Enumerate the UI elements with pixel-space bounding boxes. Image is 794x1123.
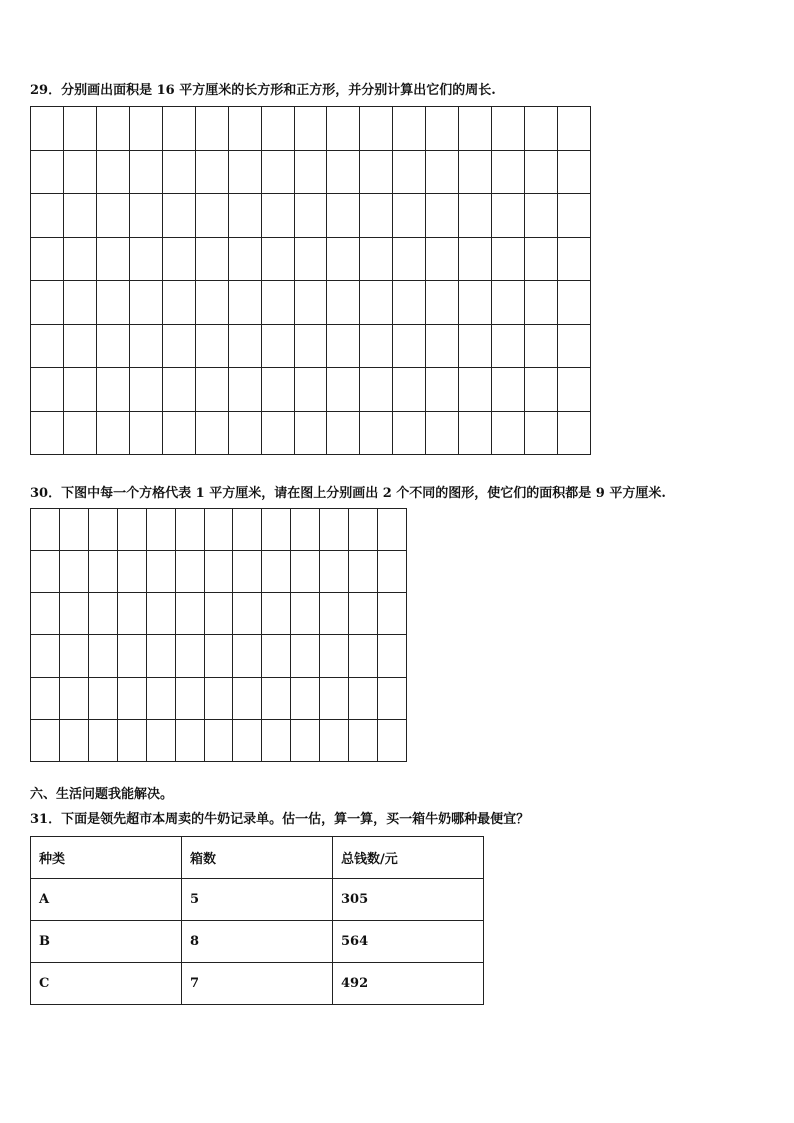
grid-cell[interactable]: [59, 593, 88, 635]
grid-cell[interactable]: [349, 677, 378, 719]
grid-cell[interactable]: [96, 411, 129, 455]
grid-cell[interactable]: [393, 194, 426, 238]
grid-cell[interactable]: [426, 237, 459, 281]
grid-cell[interactable]: [262, 509, 291, 551]
grid-cell[interactable]: [320, 635, 349, 677]
grid-cell[interactable]: [360, 324, 393, 368]
grid-cell[interactable]: [426, 281, 459, 325]
grid-cell[interactable]: [31, 237, 64, 281]
grid-cell[interactable]: [393, 411, 426, 455]
grid-cell[interactable]: [558, 194, 591, 238]
grid-cell[interactable]: [146, 635, 175, 677]
grid-cell[interactable]: [393, 324, 426, 368]
grid-cell[interactable]: [525, 368, 558, 412]
grid-row: [31, 719, 407, 761]
grid-cell[interactable]: [320, 593, 349, 635]
grid-cell[interactable]: [146, 719, 175, 761]
grid-cell[interactable]: [360, 150, 393, 194]
grid-cell[interactable]: [558, 107, 591, 151]
grid-cell[interactable]: [378, 509, 407, 551]
cell-total: 305: [333, 879, 484, 921]
grid-cell[interactable]: [558, 237, 591, 281]
grid-cell[interactable]: [31, 324, 64, 368]
grid-row: [31, 551, 407, 593]
grid-cell[interactable]: [262, 677, 291, 719]
grid-cell[interactable]: [327, 237, 360, 281]
grid-cell[interactable]: [291, 719, 320, 761]
grid-row: [31, 281, 591, 325]
grid-cell[interactable]: [195, 194, 228, 238]
grid-cell[interactable]: [294, 237, 327, 281]
grid-cell[interactable]: [63, 237, 96, 281]
grid-row: [31, 368, 591, 412]
grid-cell[interactable]: [320, 509, 349, 551]
grid-cell[interactable]: [459, 281, 492, 325]
grid-row: [31, 677, 407, 719]
grid-cell[interactable]: [175, 635, 204, 677]
grid-cell[interactable]: [558, 281, 591, 325]
grid-cell[interactable]: [349, 635, 378, 677]
grid-cell[interactable]: [426, 194, 459, 238]
grid-cell[interactable]: [294, 194, 327, 238]
grid-cell[interactable]: [195, 281, 228, 325]
grid-cell[interactable]: [349, 593, 378, 635]
grid-cell[interactable]: [129, 368, 162, 412]
grid-cell[interactable]: [228, 150, 261, 194]
grid-cell[interactable]: [228, 411, 261, 455]
grid-cell[interactable]: [233, 719, 262, 761]
question-29-text: 29．分别画出面积是 16 平方厘米的长方形和正方形，并分别计算出它们的周长.: [30, 83, 496, 98]
table-row: [31, 963, 484, 1005]
grid-cell[interactable]: [175, 719, 204, 761]
grid-cell[interactable]: [320, 677, 349, 719]
grid-cell[interactable]: [88, 509, 117, 551]
cell-total: 564: [333, 921, 484, 963]
grid-cell[interactable]: [558, 368, 591, 412]
grid-cell[interactable]: [327, 194, 360, 238]
grid-cell[interactable]: [349, 509, 378, 551]
grid-cell[interactable]: [63, 324, 96, 368]
grid-cell[interactable]: [233, 635, 262, 677]
grid-cell[interactable]: [117, 719, 146, 761]
grid-row: [31, 593, 407, 635]
grid-cell[interactable]: [525, 324, 558, 368]
grid-cell[interactable]: [31, 677, 60, 719]
grid-cell[interactable]: [204, 719, 233, 761]
grid-cell[interactable]: [393, 150, 426, 194]
grid-cell[interactable]: [31, 411, 64, 455]
grid-cell[interactable]: [525, 411, 558, 455]
grid-cell[interactable]: [492, 107, 525, 151]
grid-cell[interactable]: [195, 107, 228, 151]
grid-cell[interactable]: [261, 324, 294, 368]
grid-cell[interactable]: [261, 368, 294, 412]
grid-cell[interactable]: [175, 677, 204, 719]
grid-cell[interactable]: [31, 593, 60, 635]
grid-cell[interactable]: [88, 551, 117, 593]
grid-cell[interactable]: [175, 593, 204, 635]
grid-cell[interactable]: [233, 593, 262, 635]
grid-cell[interactable]: [291, 509, 320, 551]
grid-cell[interactable]: [63, 150, 96, 194]
grid-cell[interactable]: [59, 719, 88, 761]
grid-cell[interactable]: [117, 677, 146, 719]
grid-cell[interactable]: [88, 593, 117, 635]
grid-row: [31, 635, 407, 677]
grid-cell[interactable]: [294, 324, 327, 368]
grid-cell[interactable]: [360, 237, 393, 281]
grid-cell[interactable]: [146, 593, 175, 635]
grid-cell[interactable]: [31, 551, 60, 593]
grid-cell[interactable]: [525, 107, 558, 151]
grid-cell[interactable]: [525, 194, 558, 238]
grid-cell[interactable]: [195, 368, 228, 412]
table-header-row: [31, 837, 484, 879]
grid-cell[interactable]: [228, 237, 261, 281]
grid-row: [31, 194, 591, 238]
grid-cell[interactable]: [378, 593, 407, 635]
grid-cell[interactable]: [162, 281, 195, 325]
header-cell-type: 种类: [31, 837, 182, 879]
grid-cell[interactable]: [291, 593, 320, 635]
grid-cell[interactable]: [117, 593, 146, 635]
grid-cell[interactable]: [327, 324, 360, 368]
grid-cell[interactable]: [96, 324, 129, 368]
grid-row: [31, 324, 591, 368]
grid-cell[interactable]: [378, 719, 407, 761]
grid-cell[interactable]: [204, 551, 233, 593]
grid-cell[interactable]: [327, 150, 360, 194]
grid-cell[interactable]: [291, 677, 320, 719]
milk-record-table: [30, 836, 484, 1005]
cell-boxes: 7: [182, 963, 333, 1005]
grid-cell[interactable]: [360, 107, 393, 151]
grid-cell[interactable]: [129, 150, 162, 194]
grid-cell[interactable]: [129, 281, 162, 325]
grid-cell[interactable]: [492, 150, 525, 194]
grid-cell[interactable]: [459, 194, 492, 238]
grid-cell[interactable]: [291, 635, 320, 677]
grid-cell[interactable]: [360, 281, 393, 325]
grid-cell[interactable]: [393, 237, 426, 281]
grid-cell[interactable]: [31, 368, 64, 412]
grid-cell[interactable]: [261, 281, 294, 325]
grid-cell[interactable]: [378, 635, 407, 677]
grid-cell[interactable]: [117, 635, 146, 677]
grid-cell[interactable]: [162, 237, 195, 281]
grid-cell[interactable]: [327, 368, 360, 412]
grid-cell[interactable]: [261, 150, 294, 194]
grid-cell[interactable]: [492, 281, 525, 325]
cell-type: C: [31, 963, 182, 1005]
cell-boxes: 8: [182, 921, 333, 963]
grid-cell[interactable]: [228, 281, 261, 325]
question-30-text: 30．下图中每一个方格代表 1 平方厘米，请在图上分别画出 2 个不同的图形，使它们的面积都是 9 平方厘米.: [30, 486, 666, 501]
grid-cell[interactable]: [492, 368, 525, 412]
grid-cell[interactable]: [96, 281, 129, 325]
grid-cell[interactable]: [63, 411, 96, 455]
grid-cell[interactable]: [162, 368, 195, 412]
grid-cell[interactable]: [204, 593, 233, 635]
grid-cell[interactable]: [294, 150, 327, 194]
grid-cell[interactable]: [525, 281, 558, 325]
grid-cell[interactable]: [360, 368, 393, 412]
grid-cell[interactable]: [59, 677, 88, 719]
grid-cell[interactable]: [175, 509, 204, 551]
grid-cell[interactable]: [63, 107, 96, 151]
grid-cell[interactable]: [162, 411, 195, 455]
grid-cell[interactable]: [426, 150, 459, 194]
grid-cell[interactable]: [228, 107, 261, 151]
grid-cell[interactable]: [291, 551, 320, 593]
grid-cell[interactable]: [327, 411, 360, 455]
grid-cell[interactable]: [327, 107, 360, 151]
grid-cell[interactable]: [349, 719, 378, 761]
grid-cell[interactable]: [31, 281, 64, 325]
grid-30[interactable]: [30, 508, 407, 762]
grid-cell[interactable]: [320, 551, 349, 593]
header-cell-boxes: 箱数: [182, 837, 333, 879]
grid-cell[interactable]: [204, 509, 233, 551]
section-6-heading: 六、生活问题我能解决。: [30, 787, 174, 802]
grid-cell[interactable]: [96, 237, 129, 281]
grid-cell[interactable]: [129, 194, 162, 238]
grid-cell[interactable]: [492, 411, 525, 455]
grid-cell[interactable]: [96, 194, 129, 238]
grid-cell[interactable]: [146, 551, 175, 593]
grid-cell[interactable]: [228, 194, 261, 238]
table-row: [31, 921, 484, 963]
cell-total: 492: [333, 963, 484, 1005]
grid-cell[interactable]: [558, 324, 591, 368]
grid-cell[interactable]: [175, 551, 204, 593]
grid-cell[interactable]: [558, 150, 591, 194]
grid-cell[interactable]: [459, 411, 492, 455]
grid-cell[interactable]: [96, 368, 129, 412]
grid-cell[interactable]: [195, 150, 228, 194]
grid-cell[interactable]: [117, 551, 146, 593]
grid-cell[interactable]: [88, 635, 117, 677]
grid-cell[interactable]: [294, 368, 327, 412]
grid-cell[interactable]: [59, 635, 88, 677]
grid-cell[interactable]: [59, 551, 88, 593]
grid-cell[interactable]: [426, 368, 459, 412]
grid-cell[interactable]: [195, 237, 228, 281]
grid-cell[interactable]: [294, 411, 327, 455]
table-row: [31, 879, 484, 921]
grid-cell[interactable]: [31, 719, 60, 761]
grid-cell[interactable]: [378, 551, 407, 593]
grid-cell[interactable]: [117, 509, 146, 551]
grid-cell[interactable]: [129, 324, 162, 368]
grid-cell[interactable]: [31, 509, 60, 551]
grid-cell[interactable]: [459, 107, 492, 151]
grid-cell[interactable]: [96, 107, 129, 151]
grid-cell[interactable]: [261, 107, 294, 151]
grid-cell[interactable]: [233, 509, 262, 551]
grid-cell[interactable]: [204, 677, 233, 719]
cell-type: A: [31, 879, 182, 921]
grid-cell[interactable]: [88, 677, 117, 719]
grid-cell[interactable]: [459, 324, 492, 368]
grid-cell[interactable]: [59, 509, 88, 551]
grid-cell[interactable]: [146, 677, 175, 719]
grid-cell[interactable]: [63, 281, 96, 325]
grid-cell[interactable]: [525, 237, 558, 281]
grid-cell[interactable]: [426, 107, 459, 151]
grid-29[interactable]: [30, 106, 591, 455]
grid-cell[interactable]: [162, 107, 195, 151]
grid-row: [31, 237, 591, 281]
grid-cell[interactable]: [378, 677, 407, 719]
grid-cell[interactable]: [31, 107, 64, 151]
grid-cell[interactable]: [320, 719, 349, 761]
grid-cell[interactable]: [262, 551, 291, 593]
header-cell-total: 总钱数/元: [333, 837, 484, 879]
grid-cell[interactable]: [426, 411, 459, 455]
grid-cell[interactable]: [393, 368, 426, 412]
grid-cell[interactable]: [459, 150, 492, 194]
grid-cell[interactable]: [459, 368, 492, 412]
grid-cell[interactable]: [261, 237, 294, 281]
grid-row: [31, 509, 407, 551]
grid-cell[interactable]: [129, 237, 162, 281]
grid-cell[interactable]: [162, 150, 195, 194]
cell-type: B: [31, 921, 182, 963]
grid-cell[interactable]: [426, 324, 459, 368]
grid-cell[interactable]: [393, 107, 426, 151]
grid-cell[interactable]: [228, 368, 261, 412]
grid-cell[interactable]: [233, 551, 262, 593]
grid-row: [31, 411, 591, 455]
grid-cell[interactable]: [162, 324, 195, 368]
grid-row: [31, 107, 591, 151]
grid-cell[interactable]: [31, 635, 60, 677]
grid-cell[interactable]: [294, 107, 327, 151]
grid-cell[interactable]: [195, 324, 228, 368]
grid-row: [31, 150, 591, 194]
grid-cell[interactable]: [129, 411, 162, 455]
grid-cell[interactable]: [525, 150, 558, 194]
grid-cell[interactable]: [63, 194, 96, 238]
grid-cell[interactable]: [558, 411, 591, 455]
grid-cell[interactable]: [88, 719, 117, 761]
grid-cell[interactable]: [492, 194, 525, 238]
grid-cell[interactable]: [129, 107, 162, 151]
grid-cell[interactable]: [360, 194, 393, 238]
grid-cell[interactable]: [31, 194, 64, 238]
grid-cell[interactable]: [96, 150, 129, 194]
cell-boxes: 5: [182, 879, 333, 921]
grid-cell[interactable]: [162, 194, 195, 238]
grid-cell[interactable]: [294, 281, 327, 325]
grid-cell[interactable]: [228, 324, 261, 368]
grid-cell[interactable]: [360, 411, 393, 455]
grid-cell[interactable]: [262, 635, 291, 677]
grid-cell[interactable]: [63, 368, 96, 412]
grid-cell[interactable]: [233, 677, 262, 719]
grid-cell[interactable]: [492, 324, 525, 368]
grid-cell[interactable]: [146, 509, 175, 551]
grid-cell[interactable]: [262, 593, 291, 635]
grid-cell[interactable]: [261, 411, 294, 455]
question-31-text: 31．下面是领先超市本周卖的牛奶记录单。估一估，算一算，买一箱牛奶哪种最便宜？: [30, 812, 530, 827]
grid-cell[interactable]: [492, 237, 525, 281]
grid-cell[interactable]: [262, 719, 291, 761]
grid-cell[interactable]: [204, 635, 233, 677]
grid-cell[interactable]: [261, 194, 294, 238]
grid-cell[interactable]: [459, 237, 492, 281]
grid-cell[interactable]: [31, 150, 64, 194]
grid-cell[interactable]: [327, 281, 360, 325]
grid-cell[interactable]: [393, 281, 426, 325]
grid-cell[interactable]: [349, 551, 378, 593]
grid-cell[interactable]: [195, 411, 228, 455]
